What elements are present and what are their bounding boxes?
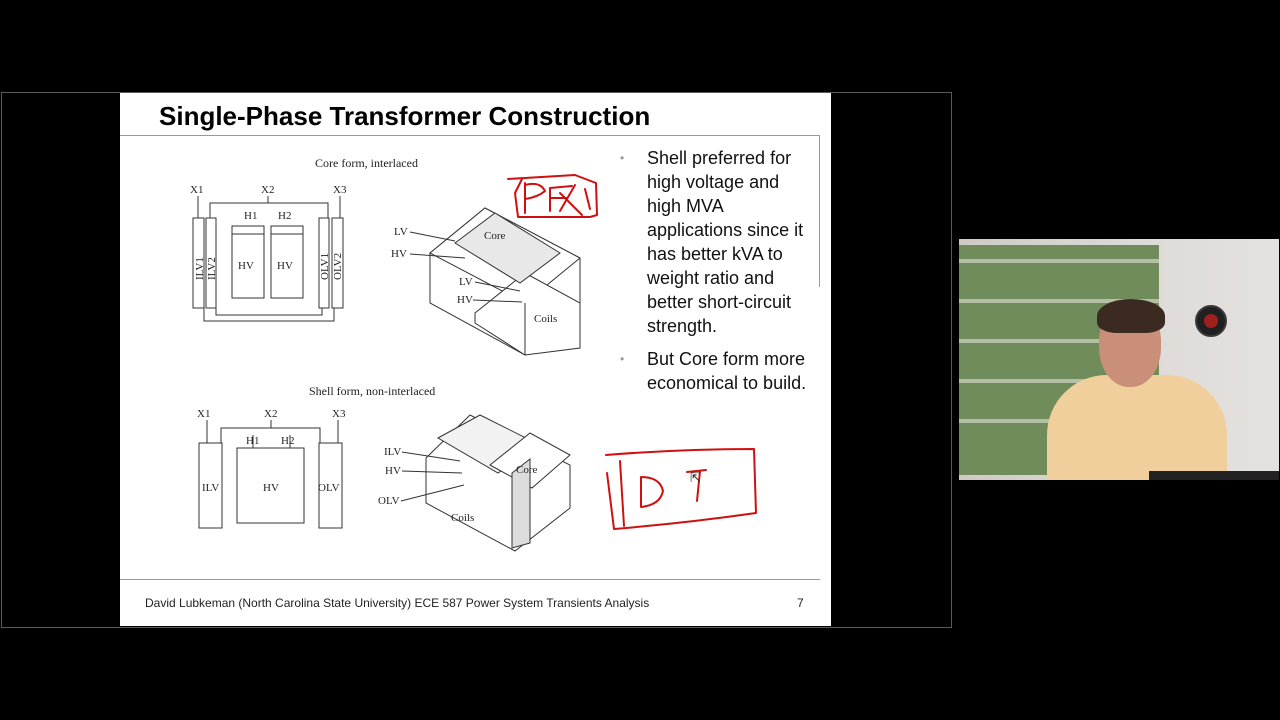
core-x2-label: X2 <box>261 184 275 196</box>
core-ilv2-label: ILV2 <box>206 257 218 280</box>
mouse-pointer-icon: ⇱ <box>690 470 701 485</box>
bullet-dot-icon: • <box>620 151 625 165</box>
core-hv2-label: HV <box>277 260 293 272</box>
slide-footer: David Lubkeman (North Carolina State University) ECE 587 Power System Transients Analysis <box>145 596 650 610</box>
ink-bar-stroke <box>620 461 624 526</box>
footer-divider <box>120 579 820 580</box>
ink-scribble-marks <box>525 183 590 215</box>
shell-h2-label: H2 <box>281 435 295 447</box>
slide-title: Single-Phase Transformer Construction <box>159 101 651 131</box>
core-h2-label: H2 <box>278 210 292 222</box>
core-iso-lv2: LV <box>459 276 473 288</box>
shell-x2-label: X2 <box>264 408 278 420</box>
shell-iso-olv: OLV <box>378 495 400 507</box>
shell-x3-label: X3 <box>332 408 346 420</box>
webcam-desk-edge <box>1149 471 1279 480</box>
shell-h1-label: H1 <box>246 435 260 447</box>
core-iso-hv2: HV <box>457 294 473 306</box>
shell-x1-label: X1 <box>197 408 211 420</box>
shell-iso-core: Core <box>516 464 538 476</box>
core-hv1-label: HV <box>238 260 254 272</box>
ink-box <box>606 449 756 529</box>
bullet-text: Shell preferred for high voltage and high MVA applications since it has better kVA to weight ratio and better short-circuit strength. <box>647 148 804 336</box>
shell-iso-hv: HV <box>385 465 401 477</box>
slide-page-number: 7 <box>797 596 804 610</box>
core-form-caption: Core form, interlaced <box>315 156 418 170</box>
presenter-body <box>1047 375 1227 480</box>
core-iso-lv1: LV <box>394 226 408 238</box>
wall-clock-icon <box>1195 305 1227 337</box>
core-ilv1-label: ILV1 <box>194 257 206 280</box>
shell-iso-ilv: ILV <box>384 446 402 458</box>
core-iso-hv1: HV <box>391 248 407 260</box>
core-iso-core: Core <box>484 230 506 242</box>
shell-olv-label: OLV <box>318 482 340 494</box>
ink-scribble-box <box>508 175 597 217</box>
bullet-dot-icon: • <box>620 352 625 366</box>
presenter-hair <box>1097 299 1165 333</box>
core-iso-coils: Coils <box>534 313 558 325</box>
core-x1-label: X1 <box>190 184 204 196</box>
presenter-webcam <box>959 239 1279 480</box>
webcam-blind-slat <box>959 259 1159 263</box>
presentation-slide <box>120 93 831 626</box>
core-olv2-label: OLV2 <box>332 252 344 280</box>
ink-annotations <box>120 93 831 579</box>
ink-letter-d <box>641 477 663 507</box>
shell-form-caption: Shell form, non-interlaced <box>309 384 436 398</box>
core-olv1-label: OLV1 <box>319 252 331 280</box>
shell-iso-coils: Coils <box>451 512 475 524</box>
bullet-text: But Core form more economical to build. <box>647 349 807 393</box>
shell-hv-label: HV <box>263 482 279 494</box>
shell-ilv-label: ILV <box>202 482 220 494</box>
core-h1-label: H1 <box>244 210 258 222</box>
core-x3-label: X3 <box>333 184 347 196</box>
